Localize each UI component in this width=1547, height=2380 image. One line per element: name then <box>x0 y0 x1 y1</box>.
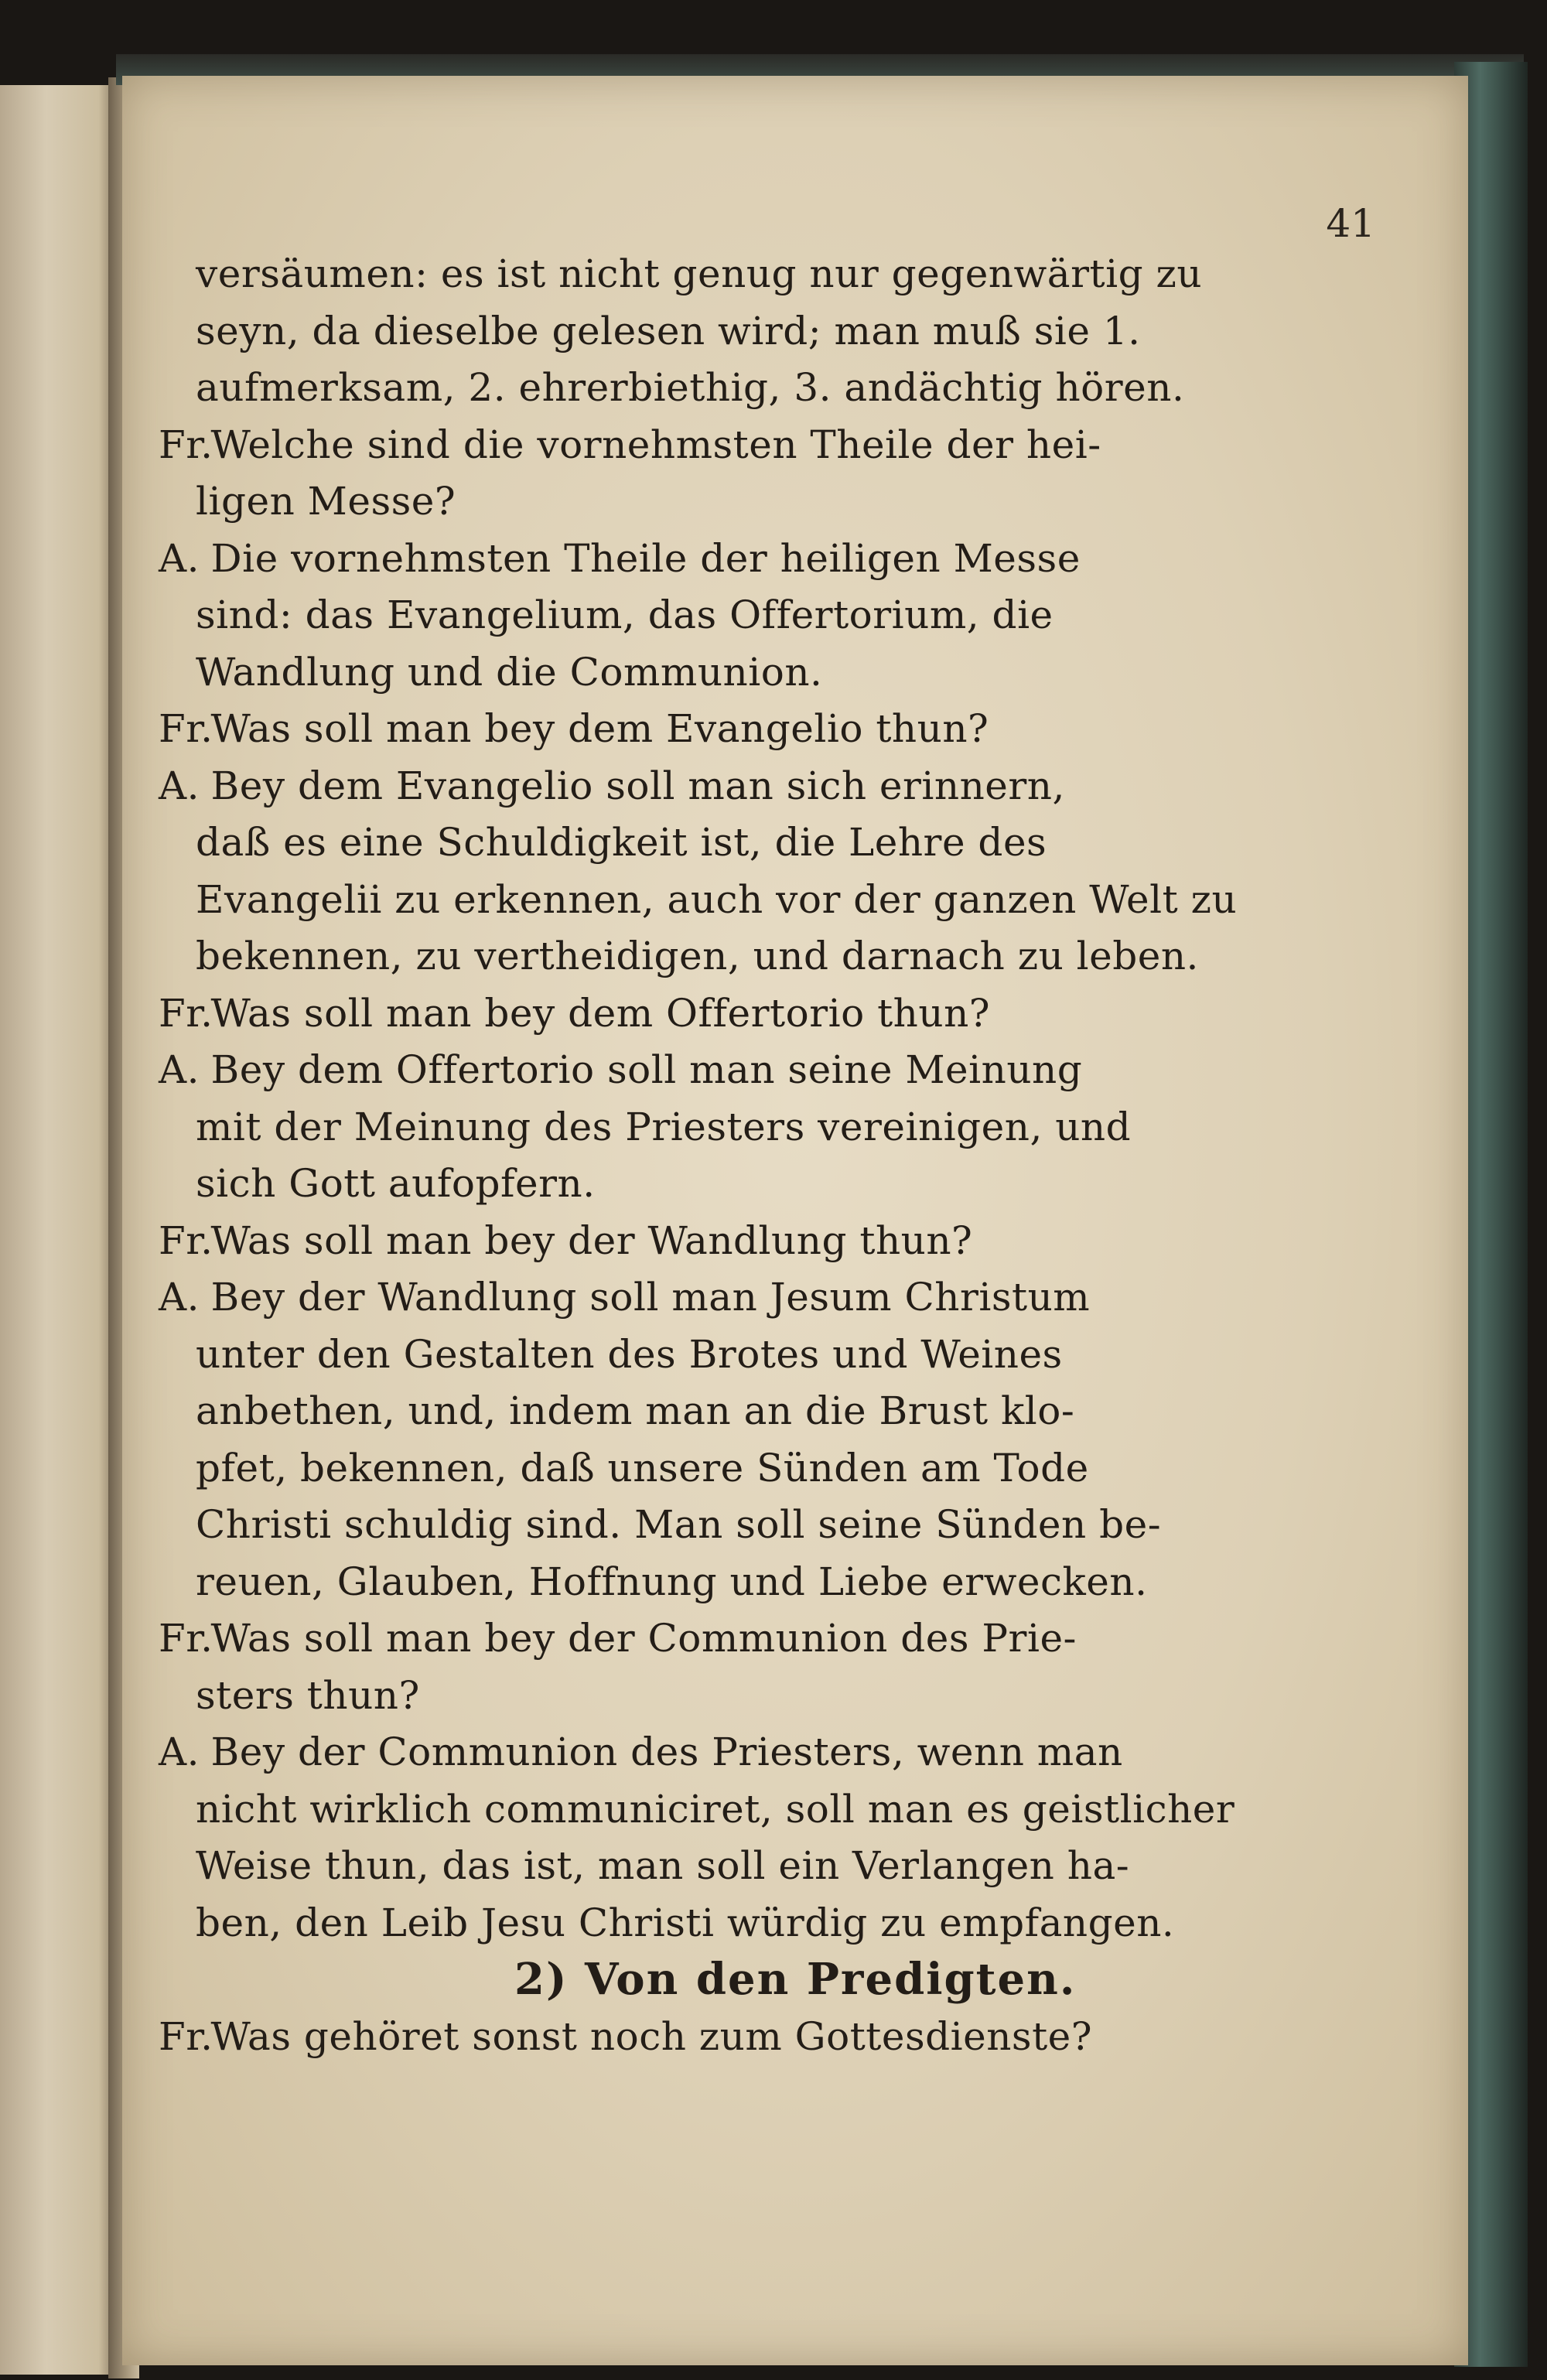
line-text: sich Gott aufopfern. <box>196 1161 596 1206</box>
question-marker: Fr. <box>159 990 213 1036</box>
answer-marker: A. <box>159 1047 200 1092</box>
line-text: daß es eine Schuldigkeit ist, die Lehre des <box>196 820 1047 865</box>
text-line <box>159 814 1357 872</box>
line-text: pfet, bekennen, daß unsere Sünden am Tode <box>196 1445 1089 1490</box>
question-answer-line <box>159 417 1357 474</box>
answer-marker: A. <box>159 1275 200 1320</box>
answer-marker: A. <box>159 535 200 581</box>
page-number: 41 <box>1326 201 1375 246</box>
line-text: versäumen: es ist nicht genug nur gegenwärtig zu <box>196 251 1203 296</box>
question-marker: Fr. <box>159 2013 213 2059</box>
question-answer-line <box>159 985 1357 1043</box>
text-line <box>159 360 1357 417</box>
line-text: bekennen, zu vertheidigen, und darnach zu leben. <box>196 934 1199 978</box>
line-text: ben, den Leib Jesu Christi würdig zu empfangen. <box>196 1900 1175 1945</box>
text-line <box>159 1895 1357 1952</box>
text-line <box>159 1838 1357 1895</box>
text-line <box>159 1099 1357 1156</box>
page-text <box>159 246 1357 2065</box>
line-text: Wandlung und die Communion. <box>196 649 823 695</box>
line-text: Die vornehmsten Theile der heiligen Messe <box>210 535 1081 581</box>
line-text: Was gehöret sonst noch zum Gottesdienste? <box>210 2013 1093 2059</box>
question-answer-line <box>159 1724 1357 1781</box>
text-line <box>159 587 1357 644</box>
text-line <box>159 928 1357 985</box>
line-text: reuen, Glauben, Hoffnung und Liebe erwecken. <box>196 1559 1148 1604</box>
section-heading: 2) Von den Predigten. <box>514 1954 1077 2005</box>
text-line <box>159 1554 1357 1611</box>
line-text: Bey der Wandlung soll man Jesum Christum <box>210 1275 1091 1320</box>
line-text: Evangelii zu erkennen, auch vor der ganzen Welt zu <box>196 876 1238 922</box>
facing-page-edge <box>0 85 116 2375</box>
line-text: Was soll man bey dem Offertorio thun? <box>210 990 991 1036</box>
text-line <box>159 1156 1357 1213</box>
text-line <box>159 1497 1357 1554</box>
line-text: aufmerksam, 2. ehrerbiethig, 3. andächtig hören. <box>196 365 1185 410</box>
question-answer-line <box>159 1042 1357 1099</box>
line-text: sters thun? <box>196 1672 420 1718</box>
text-line <box>159 1668 1357 1725</box>
answer-marker: A. <box>159 1730 200 1774</box>
line-text: Bey dem Offertorio soll man seine Meinung <box>210 1047 1083 1092</box>
text-line <box>159 1781 1357 1839</box>
question-answer-line <box>159 1610 1357 1668</box>
question-answer-line <box>159 701 1357 758</box>
line-text: mit der Meinung des Priesters vereinigen, und <box>196 1104 1132 1149</box>
question-marker: Fr. <box>159 1616 213 1661</box>
line-text: Bey dem Evangelio soll man sich erinnern, <box>210 763 1065 808</box>
line-text: Was soll man bey der Wandlung thun? <box>210 1217 973 1263</box>
line-text: unter den Gestalten des Brotes und Weines <box>196 1331 1063 1377</box>
question-answer-line <box>159 531 1357 588</box>
question-marker: Fr. <box>159 1217 213 1263</box>
line-text: seyn, da dieselbe gelesen wird; man muß sie 1. <box>196 308 1141 353</box>
text-line <box>159 1440 1357 1497</box>
line-text: Bey der Communion des Priesters, wenn man <box>210 1730 1123 1774</box>
question-marker: Fr. <box>159 422 213 467</box>
text-line <box>159 872 1357 929</box>
answer-marker: A. <box>159 763 200 808</box>
question-answer-line <box>159 1213 1357 1270</box>
text-line <box>159 1383 1357 1440</box>
line-text: Was soll man bey der Communion des Prie- <box>210 1616 1077 1661</box>
line-text: nicht wirklich communiciret, soll man es geistlicher <box>196 1786 1235 1832</box>
line-text: Welche sind die vornehmsten Theile der hei- <box>210 422 1101 467</box>
line-text: Christi schuldig sind. Man soll seine Sünden be- <box>196 1502 1162 1547</box>
text-line <box>159 1327 1357 1384</box>
line-text: Was soll man bey dem Evangelio thun? <box>210 706 989 751</box>
text-line <box>159 644 1357 702</box>
text-line <box>159 303 1357 360</box>
question-answer-line <box>159 1269 1357 1327</box>
line-text: sind: das Evangelium, das Offertorium, die <box>196 592 1054 637</box>
question-answer-line <box>159 2009 1357 2066</box>
text-line <box>159 246 1357 303</box>
text-line <box>159 473 1357 531</box>
line-text: anbethen, und, indem man an die Brust klo- <box>196 1388 1075 1433</box>
question-answer-line <box>159 758 1357 815</box>
question-marker: Fr. <box>159 706 213 751</box>
line-text: ligen Messe? <box>196 479 456 524</box>
line-text: Weise thun, das ist, man soll ein Verlangen ha- <box>196 1843 1130 1888</box>
